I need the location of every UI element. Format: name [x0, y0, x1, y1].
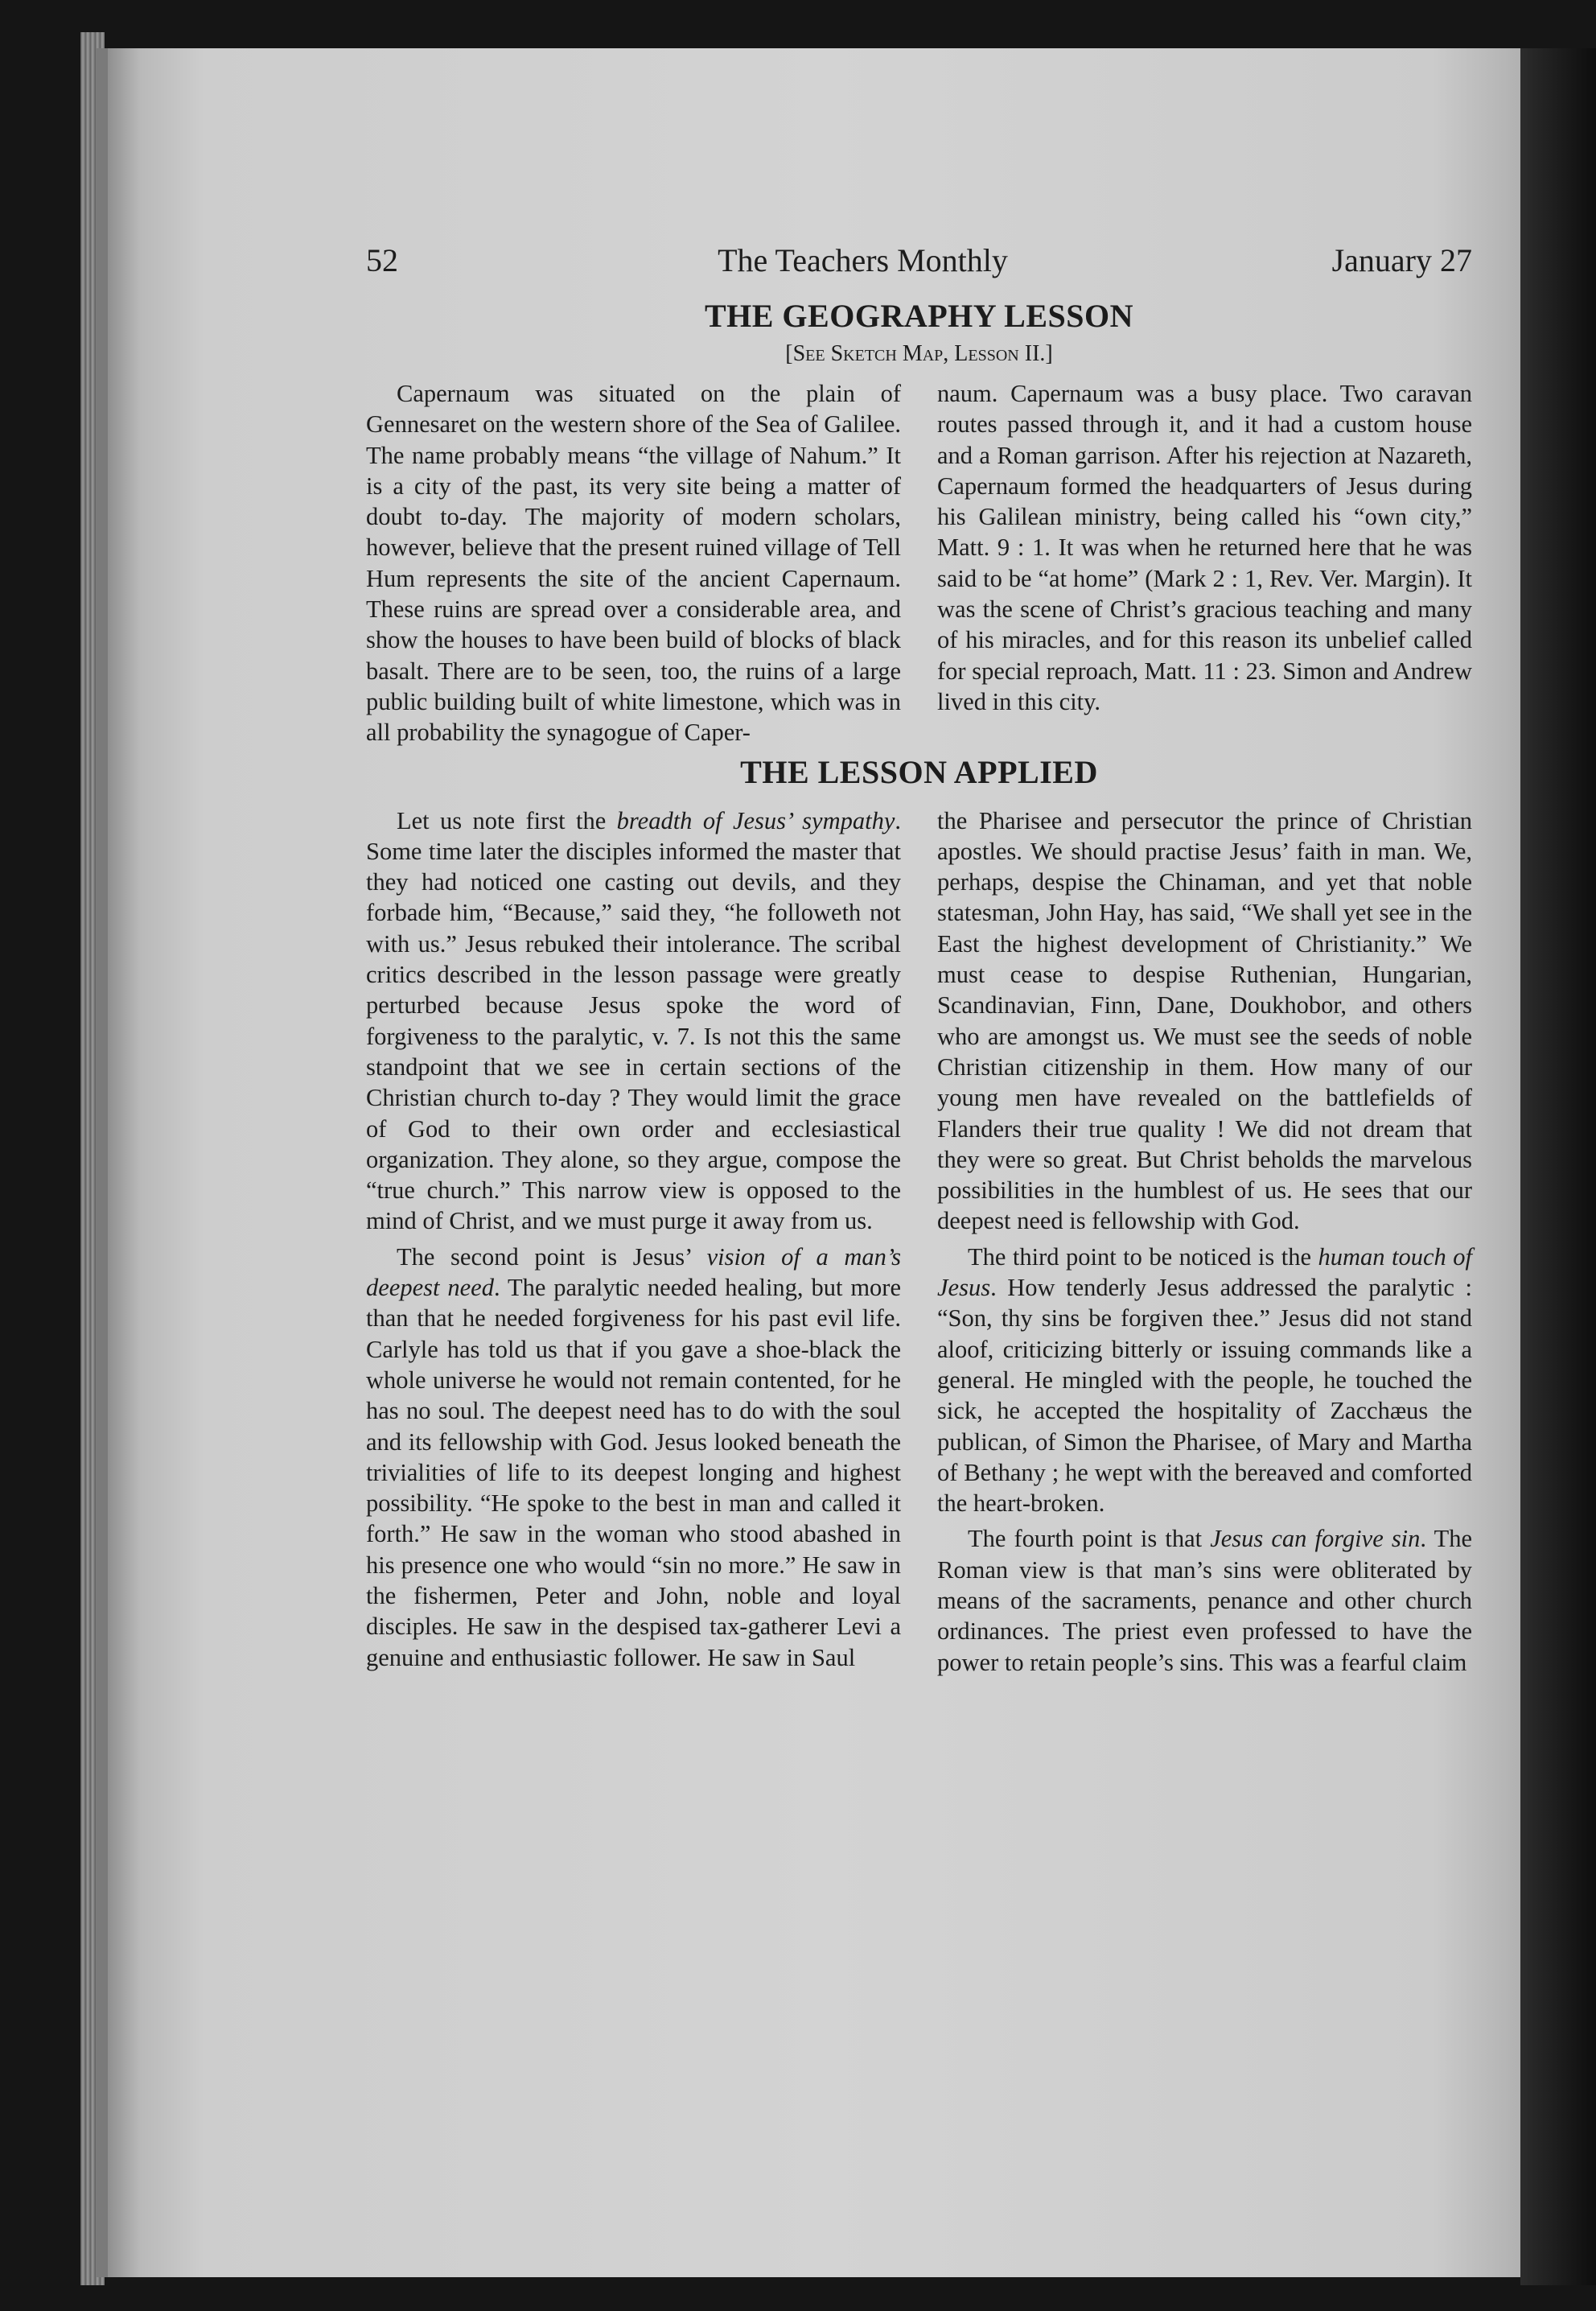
applied-columns — [366, 805, 1472, 1678]
applied-paragraph-4 — [937, 1523, 1472, 1677]
geography-columns — [366, 378, 1472, 748]
text-run: . Some time later the disciples informed the master that they had noticed one casting out devils, and they forbade him, “Because,” said they, “he followeth not with us.” Jesus rebuked their intolerance. The scribal critics described in the lesson passage were greatly perturbed because Jesus spoke the word of forgiveness to the paralytic, v. 7. Is not this the same standpoint that we see in certain sections of the Christian church to-day ? They would limit the grace of God to their own order and ecclesiastical organization. They alone, so they argue, compose the “true church.” This narrow view is opposed to the mind of Christ, and we must purge it away from us. — [366, 806, 901, 1235]
emphasis: Jesus can forgive sin — [1210, 1525, 1421, 1553]
page-content — [366, 241, 1472, 1678]
geography-lesson-title: THE GEOGRAPHY LESSON — [704, 298, 1134, 334]
applied-left-column — [366, 805, 901, 1678]
geography-right-column — [937, 378, 1472, 748]
geography-right-text: naum. Capernaum was a busy place. Two caravan routes passed through it, and it had a custom house and a Roman garrison. After his rejection at Nazareth, Capernaum formed the headquarters of Jesus during his Galilean ministry, being called his “own city,” Matt. 9 : 1. It was when he returned here that he was said to be “at home” (Mark 2 : 1, Rev. Ver. Margin). It was the scene of Christ’s gracious teaching and many of his miracles, and for this reason its unbelief called for special reproach, Matt. 11 : 23. Simon and Andrew lived in this city. — [937, 380, 1472, 715]
text-run: . The Roman view is that man’s sins were obliterated by means of the sacraments, penance and other church ordinances. The priest even professed to have the power to retain people’s sins. This was a fearful claim — [937, 1525, 1473, 1676]
page-number: 52 — [366, 242, 398, 278]
text-run: . How tenderly Jesus addressed the paralytic : “Son, thy sins be forgiven thee.” Jesus did not stand aloof, criticizing bitterly or issuing commands like a general. He mingled with the people, he touched the sick, he accepted the hospitality of Zacchæus the publican, of Simon the Pharisee, of Mary and Martha of Bethany ; he wept with the bereaved and comforted the heart-broken. — [937, 1274, 1472, 1518]
lesson-applied-title: THE LESSON APPLIED — [740, 753, 1098, 790]
applied-right-column — [937, 805, 1472, 1678]
sketch-map-reference: [See Sketch Map, Lesson II.] — [785, 341, 1053, 366]
emphasis: breadth of Jesus’ sympathy — [616, 806, 895, 834]
emphasis: human touch of Jesus — [937, 1242, 1473, 1302]
applied-paragraph-1 — [366, 805, 901, 1237]
geography-left-column — [366, 378, 901, 748]
journal-title: The Teachers Monthly — [718, 242, 1008, 278]
facing-page-shadow — [1520, 48, 1596, 2285]
running-header — [366, 241, 1472, 279]
text-run: The second point is Jesus’ — [397, 1242, 707, 1271]
applied-paragraph-3 — [937, 1242, 1472, 1519]
text-run: The third point to be noticed is the — [968, 1242, 1318, 1271]
issue-date: January 27 — [1331, 242, 1472, 278]
text-run: The fourth point is that — [968, 1525, 1211, 1553]
geography-left-text: Capernaum was situated on the plain of Gennesaret on the western shore of the Sea of Galilee. The name probably means “the village of Nahum.” It is a city of the past, its very site being a matter of doubt to-day. The majority of modern scholars, however, believe that the present ruined village of Tell Hum represents the site of the ancient Capernaum. These ruins are spread over a considerable area, and show the houses to have been build of blocks of black basalt. There are to be seen, too, the ruins of a large public building built of white limestone, which was in all probability the synagogue of Caper- — [366, 380, 901, 747]
text-run: Let us note first the — [397, 806, 617, 834]
applied-paragraph-continued: the Pharisee and persecutor the prince of Christian apostles. We should practise Jesus’ faith in man. We, perhaps, despise the Chinaman, and yet that noble statesman, John Hay, has said, “We shall yet see in the East the highest development of Christianity.” We must cease to despise Ruthenian, Hungarian, Scandinavian, Finn, Dane, Doukhobor, and others who are amongst us. We must see the seeds of noble Christian citizenship in them. How many of our young men have revealed on the battlefields of Flanders their true quality ! We did not dream that they were so great. But Christ beholds the marvelous possibilities in the humblest of us. He sees that our deepest need is fellowship with God. — [937, 806, 1472, 1235]
applied-paragraph-2 — [366, 1242, 901, 1673]
text-run: . The paralytic needed healing, but more than that he needed forgiveness for his past evil life. Carlyle has told us that if you gave a shoe-black the whole universe he would not remain contented, for he has no soul. The deepest need has to do with the soul and its fellowship with God. Jesus looked beneath the trivialities of life to its deepest longing and highest possibility. “He spoke to the best in man and called it forth.” He saw in the woman who stood abashed in his presence one who would “sin no more.” He saw in the fishermen, Peter and John, noble and loyal disciples. He saw in the despised tax-gatherer Levi a genuine and enthusiastic follower. He saw in Saul — [366, 1274, 902, 1671]
emphasis: vision of a man’s deepest need — [366, 1242, 901, 1302]
